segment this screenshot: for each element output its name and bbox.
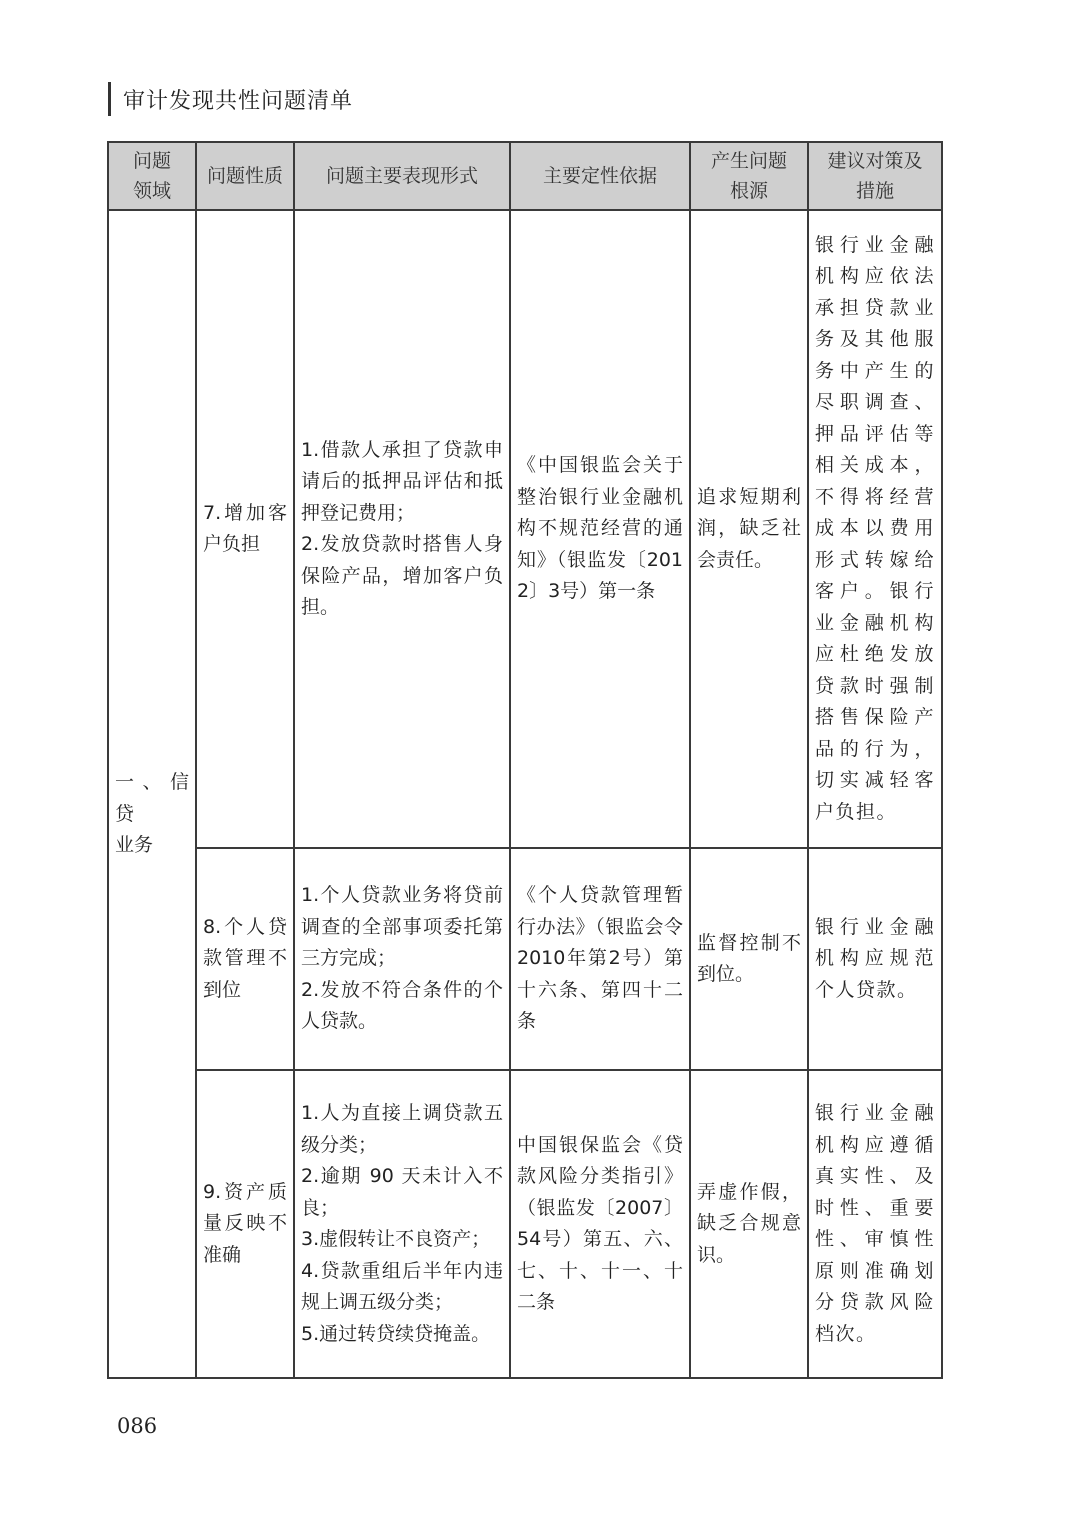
audit-issues-table bbox=[107, 141, 943, 1379]
nature-cell bbox=[196, 210, 294, 848]
header-title: 审计发现共性问题清单 bbox=[123, 88, 354, 114]
basis-text: 《中国银监会关于整治银行业金融机构不规范经营的通知》（银监发〔2012〕3号）第一条 bbox=[517, 454, 683, 603]
basis-text: 《个人贷款管理暂行办法》（银监会令2010年第2号）第十六条、第四十二条 bbox=[517, 884, 683, 1033]
basis-text: 中国银保监会《贷款风险分类指引》（银监发〔2007〕54号）第五、六、七、十、十一、十二条 bbox=[517, 1133, 683, 1313]
column-header-label: 问题 领域 bbox=[132, 150, 171, 202]
nature-text: 7.增加客户负担 bbox=[203, 501, 287, 555]
nature-cell bbox=[196, 1070, 294, 1378]
area-cell bbox=[108, 210, 196, 1378]
suggestion-text: 银行业金融机构应遵循真实性、及时性、重要性、审慎性原则准确划分贷款风险档次。 bbox=[815, 1102, 935, 1345]
root-cell bbox=[690, 1070, 808, 1378]
suggestion-cell bbox=[808, 1070, 942, 1378]
column-header-label: 问题主要表现形式 bbox=[325, 165, 478, 187]
column-header-label: 产生问题 根源 bbox=[710, 150, 787, 202]
column-header-basis bbox=[510, 142, 690, 210]
forms-cell bbox=[294, 1070, 510, 1378]
table-header-row bbox=[108, 142, 942, 210]
suggestion-text: 银行业金融机构应依法承担贷款业务及其他服务中产生的尽职调查、押品评估等相关成本，不得将经营成本以费用形式转嫁给客户。银行业金融机构应杜绝发放贷款时强制搭售保险产品的行为，切实减轻客户负担。 bbox=[815, 233, 935, 823]
page-number: 086 bbox=[117, 1414, 158, 1438]
suggestion-cell bbox=[808, 210, 942, 848]
nature-text: 9.资产质量反映不准确 bbox=[203, 1180, 287, 1266]
column-header-label: 建议对策及 措施 bbox=[827, 150, 923, 202]
root-cell bbox=[690, 210, 808, 848]
forms-cell bbox=[294, 210, 510, 848]
forms-text: 1.个人贷款业务将贷前调查的全部事项委托第三方完成； 2.发放不符合条件的个人贷款。 bbox=[301, 884, 503, 1033]
basis-cell bbox=[510, 1070, 690, 1378]
nature-text: 8.个人贷款管理不到位 bbox=[203, 915, 287, 1001]
basis-cell bbox=[510, 210, 690, 848]
suggestion-text: 银行业金融机构应规范个人贷款。 bbox=[815, 915, 935, 1001]
forms-cell bbox=[294, 848, 510, 1070]
table-row bbox=[108, 1070, 942, 1378]
column-header-area bbox=[108, 142, 196, 210]
root-text: 弄虚作假，缺乏合规意识。 bbox=[697, 1180, 801, 1266]
column-header-nature bbox=[196, 142, 294, 210]
table-row bbox=[108, 848, 942, 1070]
suggestion-cell bbox=[808, 848, 942, 1070]
column-header-suggestion bbox=[808, 142, 942, 210]
root-text: 监督控制不到位。 bbox=[697, 931, 801, 985]
column-header-label: 主要定性依据 bbox=[542, 165, 657, 187]
forms-text: 1.借款人承担了贷款申请后的抵押品评估和抵押登记费用； 2.发放贷款时搭售人身保险产品，增加客户负担。 bbox=[301, 438, 503, 618]
root-cell bbox=[690, 848, 808, 1070]
nature-cell bbox=[196, 848, 294, 1070]
header-rule bbox=[108, 82, 111, 116]
forms-text: 1.人为直接上调贷款五级分类； 2.逾期 90 天未计入不良； 3.虚假转让不良资产； 4.贷款重组后半年内违规上调五级分类； 5.通过转贷续贷掩盖。 bbox=[301, 1102, 503, 1345]
column-header-forms bbox=[294, 142, 510, 210]
area-text: 一、信贷 业务 bbox=[115, 771, 189, 856]
column-header-root bbox=[690, 142, 808, 210]
table-row bbox=[108, 210, 942, 848]
basis-cell bbox=[510, 848, 690, 1070]
running-header bbox=[108, 82, 353, 116]
root-text: 追求短期利润，缺乏社会责任。 bbox=[697, 485, 801, 571]
column-header-label: 问题性质 bbox=[206, 165, 283, 187]
